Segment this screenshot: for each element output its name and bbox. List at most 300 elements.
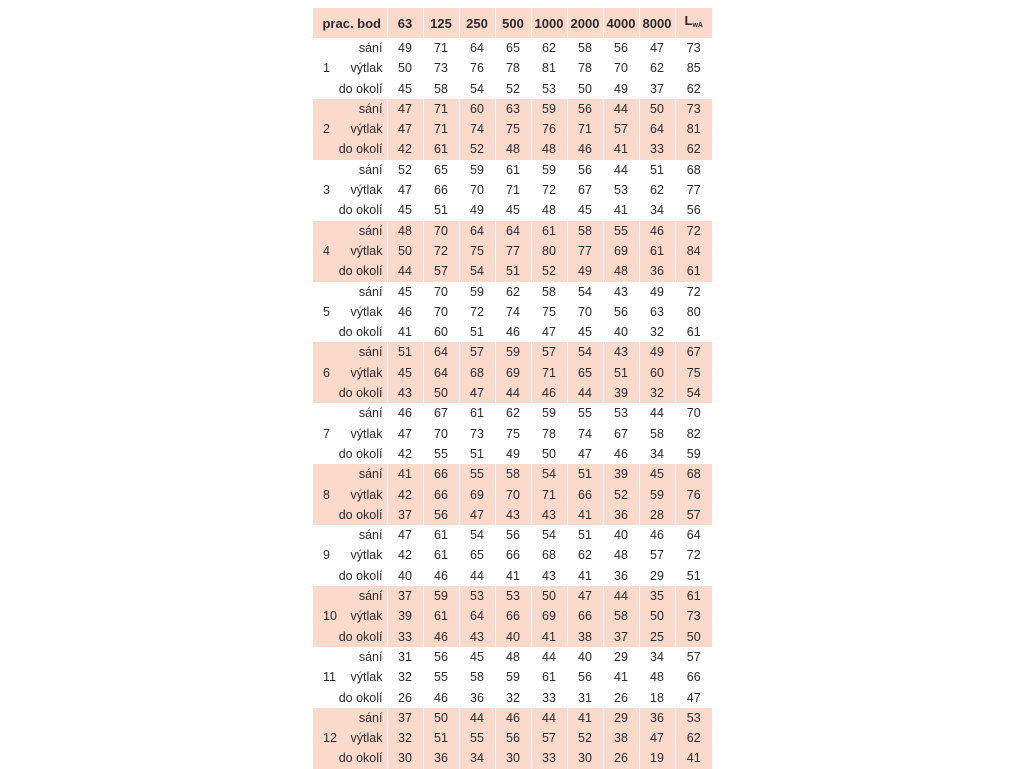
band-value-cell: 56 (603, 38, 639, 58)
lwa-value-cell: 66 (675, 667, 712, 687)
band-value-cell: 43 (531, 566, 567, 586)
lwa-value-cell: 72 (675, 221, 712, 241)
band-value-cell: 30 (495, 748, 531, 768)
row-label-cell (313, 79, 387, 99)
row-measurement-label: výtlak (350, 183, 383, 198)
row-measurement-label: výtlak (350, 426, 383, 441)
band-value-cell: 38 (567, 627, 603, 647)
band-value-cell: 46 (495, 708, 531, 728)
row-label-cell (313, 647, 387, 667)
operating-point-group (313, 99, 712, 160)
band-value-cell: 51 (459, 444, 495, 464)
band-value-cell: 62 (495, 282, 531, 302)
band-value-cell: 55 (459, 728, 495, 748)
band-value-cell: 51 (567, 525, 603, 545)
band-value-cell: 59 (531, 403, 567, 423)
band-value-cell: 48 (531, 200, 567, 220)
band-value-cell: 45 (387, 79, 423, 99)
band-value-cell: 26 (387, 688, 423, 708)
lwa-value-cell: 73 (675, 606, 712, 626)
band-value-cell: 47 (387, 424, 423, 444)
band-value-cell: 18 (639, 688, 675, 708)
lwa-value-cell: 84 (675, 241, 712, 261)
band-value-cell: 54 (459, 79, 495, 99)
operating-point-number: 12 (323, 731, 337, 746)
band-value-cell: 49 (495, 444, 531, 464)
band-value-cell: 61 (531, 221, 567, 241)
band-value-cell: 68 (531, 545, 567, 565)
row-label-cell (313, 160, 387, 180)
band-value-cell: 74 (495, 302, 531, 322)
band-value-cell: 65 (567, 363, 603, 383)
row-measurement-label: do okolí (338, 386, 383, 401)
operating-point-number: 3 (323, 183, 330, 198)
band-value-cell: 57 (423, 261, 459, 281)
table-row (313, 282, 712, 302)
row-label-cell (313, 221, 387, 241)
band-value-cell: 64 (423, 342, 459, 362)
band-value-cell: 75 (459, 241, 495, 261)
band-value-cell: 30 (567, 748, 603, 768)
table-row (313, 79, 712, 99)
table-row (313, 342, 712, 362)
band-value-cell: 57 (603, 119, 639, 139)
row-measurement-label: výtlak (350, 122, 383, 137)
lwa-value-cell: 68 (675, 464, 712, 484)
band-value-cell: 53 (495, 586, 531, 606)
band-value-cell: 69 (459, 485, 495, 505)
band-value-cell: 69 (603, 241, 639, 261)
band-value-cell: 54 (459, 261, 495, 281)
lwa-value-cell: 61 (675, 261, 712, 281)
lwa-value-cell: 73 (675, 99, 712, 119)
band-value-cell: 45 (567, 200, 603, 220)
band-value-cell: 29 (639, 566, 675, 586)
band-value-cell: 58 (423, 79, 459, 99)
band-value-cell: 70 (423, 302, 459, 322)
band-value-cell: 37 (603, 627, 639, 647)
row-measurement-label: výtlak (350, 61, 383, 76)
table-row (313, 566, 712, 586)
table-row (313, 525, 712, 545)
row-label-cell (313, 261, 387, 281)
table-row (313, 383, 712, 403)
band-value-cell: 46 (603, 444, 639, 464)
table-row (313, 38, 712, 58)
header-band-8000: 8000 (639, 8, 675, 38)
header-operating-point: prac. bod (313, 8, 387, 38)
band-value-cell: 19 (639, 748, 675, 768)
row-label-cell (313, 728, 387, 748)
band-value-cell: 65 (495, 38, 531, 58)
band-value-cell: 51 (387, 342, 423, 362)
band-value-cell: 44 (531, 708, 567, 728)
row-measurement-label: výtlak (350, 548, 383, 563)
band-value-cell: 57 (459, 342, 495, 362)
band-value-cell: 71 (423, 99, 459, 119)
operating-point-group (313, 464, 712, 525)
band-value-cell: 61 (495, 160, 531, 180)
band-value-cell: 47 (567, 586, 603, 606)
table-row (313, 708, 712, 728)
band-value-cell: 34 (639, 200, 675, 220)
band-value-cell: 64 (459, 221, 495, 241)
band-value-cell: 37 (387, 505, 423, 525)
operating-point-group (313, 403, 712, 464)
header-band-250: 250 (459, 8, 495, 38)
band-value-cell: 64 (495, 221, 531, 241)
operating-point-number: 8 (323, 487, 330, 502)
band-value-cell: 64 (423, 363, 459, 383)
lwa-value-cell: 85 (675, 58, 712, 78)
row-label-cell (313, 139, 387, 159)
band-value-cell: 52 (387, 160, 423, 180)
band-value-cell: 56 (495, 525, 531, 545)
header-row (313, 8, 712, 38)
header-lwa-main: L (684, 13, 693, 28)
band-value-cell: 44 (459, 566, 495, 586)
band-value-cell: 44 (603, 586, 639, 606)
band-value-cell: 66 (567, 485, 603, 505)
band-value-cell: 25 (639, 627, 675, 647)
band-value-cell: 70 (423, 424, 459, 444)
lwa-value-cell: 62 (675, 139, 712, 159)
band-value-cell: 44 (603, 99, 639, 119)
operating-point-group (313, 342, 712, 403)
band-value-cell: 62 (639, 180, 675, 200)
band-value-cell: 46 (387, 403, 423, 423)
band-value-cell: 32 (639, 383, 675, 403)
band-value-cell: 70 (423, 221, 459, 241)
band-value-cell: 51 (459, 322, 495, 342)
band-value-cell: 26 (603, 748, 639, 768)
band-value-cell: 56 (567, 667, 603, 687)
band-value-cell: 47 (567, 444, 603, 464)
table-row (313, 545, 712, 565)
row-label-cell (313, 444, 387, 464)
band-value-cell: 36 (423, 748, 459, 768)
band-value-cell: 33 (531, 688, 567, 708)
band-value-cell: 71 (567, 119, 603, 139)
row-measurement-label: do okolí (338, 690, 383, 705)
band-value-cell: 62 (639, 58, 675, 78)
lwa-value-cell: 47 (675, 688, 712, 708)
band-value-cell: 39 (603, 464, 639, 484)
band-value-cell: 50 (423, 708, 459, 728)
band-value-cell: 39 (603, 383, 639, 403)
band-value-cell: 46 (639, 221, 675, 241)
band-value-cell: 55 (567, 403, 603, 423)
row-label-cell (313, 748, 387, 768)
band-value-cell: 64 (459, 38, 495, 58)
band-value-cell: 61 (639, 241, 675, 261)
band-value-cell: 67 (603, 424, 639, 444)
header-lwa-subscript: wA (692, 22, 703, 29)
band-value-cell: 33 (531, 748, 567, 768)
band-value-cell: 72 (531, 180, 567, 200)
band-value-cell: 41 (603, 667, 639, 687)
band-value-cell: 40 (495, 627, 531, 647)
lwa-value-cell: 67 (675, 342, 712, 362)
operating-point-number: 2 (323, 122, 330, 137)
lwa-value-cell: 56 (675, 200, 712, 220)
band-value-cell: 55 (423, 444, 459, 464)
lwa-value-cell: 57 (675, 505, 712, 525)
lwa-value-cell: 80 (675, 302, 712, 322)
band-value-cell: 46 (531, 383, 567, 403)
band-value-cell: 76 (531, 119, 567, 139)
row-label-cell (313, 485, 387, 505)
lwa-value-cell: 76 (675, 485, 712, 505)
operating-point-group (313, 708, 712, 769)
band-value-cell: 43 (531, 505, 567, 525)
band-value-cell: 52 (531, 261, 567, 281)
band-value-cell: 56 (603, 302, 639, 322)
band-value-cell: 31 (567, 688, 603, 708)
band-value-cell: 42 (387, 444, 423, 464)
band-value-cell: 59 (459, 282, 495, 302)
band-value-cell: 49 (387, 38, 423, 58)
row-measurement-label: do okolí (338, 568, 383, 583)
band-value-cell: 43 (603, 282, 639, 302)
table-row (313, 688, 712, 708)
band-value-cell: 64 (639, 119, 675, 139)
band-value-cell: 44 (603, 160, 639, 180)
row-label-cell (313, 322, 387, 342)
band-value-cell: 36 (459, 688, 495, 708)
band-value-cell: 44 (387, 261, 423, 281)
band-value-cell: 43 (459, 627, 495, 647)
band-value-cell: 61 (423, 606, 459, 626)
table-row (313, 99, 712, 119)
band-value-cell: 47 (387, 119, 423, 139)
band-value-cell: 64 (459, 606, 495, 626)
lwa-value-cell: 73 (675, 38, 712, 58)
band-value-cell: 50 (531, 444, 567, 464)
operating-point-number: 5 (323, 304, 330, 319)
band-value-cell: 56 (567, 99, 603, 119)
row-label-cell (313, 667, 387, 687)
table-row (313, 403, 712, 423)
table-row (313, 627, 712, 647)
band-value-cell: 69 (495, 363, 531, 383)
lwa-value-cell: 59 (675, 444, 712, 464)
band-value-cell: 40 (567, 647, 603, 667)
band-value-cell: 56 (423, 505, 459, 525)
band-value-cell: 44 (567, 383, 603, 403)
band-value-cell: 78 (567, 58, 603, 78)
header-band-125: 125 (423, 8, 459, 38)
band-value-cell: 71 (423, 119, 459, 139)
row-measurement-label: výtlak (350, 487, 383, 502)
band-value-cell: 69 (531, 606, 567, 626)
band-value-cell: 78 (531, 424, 567, 444)
band-value-cell: 29 (603, 708, 639, 728)
lwa-value-cell: 62 (675, 728, 712, 748)
row-measurement-label: sání (358, 162, 383, 177)
band-value-cell: 47 (531, 322, 567, 342)
band-value-cell: 40 (603, 525, 639, 545)
band-value-cell: 49 (639, 282, 675, 302)
band-value-cell: 60 (423, 322, 459, 342)
table-row (313, 424, 712, 444)
band-value-cell: 63 (495, 99, 531, 119)
row-label-cell (313, 627, 387, 647)
table-row (313, 444, 712, 464)
row-label-cell (313, 688, 387, 708)
band-value-cell: 53 (459, 586, 495, 606)
band-value-cell: 66 (495, 606, 531, 626)
band-value-cell: 49 (567, 261, 603, 281)
band-value-cell: 81 (531, 58, 567, 78)
band-value-cell: 74 (567, 424, 603, 444)
lwa-value-cell: 70 (675, 403, 712, 423)
band-value-cell: 63 (639, 302, 675, 322)
band-value-cell: 59 (531, 160, 567, 180)
operating-point-number: 4 (323, 243, 330, 258)
band-value-cell: 51 (567, 464, 603, 484)
band-value-cell: 65 (459, 545, 495, 565)
band-value-cell: 49 (459, 200, 495, 220)
row-measurement-label: výtlak (350, 670, 383, 685)
band-value-cell: 32 (387, 667, 423, 687)
band-value-cell: 78 (495, 58, 531, 78)
band-value-cell: 61 (423, 139, 459, 159)
row-label-cell (313, 119, 387, 139)
operating-point-group (313, 38, 712, 99)
band-value-cell: 71 (423, 38, 459, 58)
band-value-cell: 55 (459, 464, 495, 484)
lwa-value-cell: 72 (675, 545, 712, 565)
band-value-cell: 50 (423, 383, 459, 403)
band-value-cell: 70 (459, 180, 495, 200)
band-value-cell: 41 (495, 566, 531, 586)
row-label-cell (313, 363, 387, 383)
lwa-value-cell: 64 (675, 525, 712, 545)
band-value-cell: 55 (603, 221, 639, 241)
table-row (313, 221, 712, 241)
band-value-cell: 44 (495, 383, 531, 403)
band-value-cell: 46 (639, 525, 675, 545)
band-value-cell: 71 (531, 363, 567, 383)
operating-point-group (313, 586, 712, 647)
band-value-cell: 62 (495, 403, 531, 423)
lwa-value-cell: 51 (675, 566, 712, 586)
band-value-cell: 51 (423, 728, 459, 748)
header-band-2000: 2000 (567, 8, 603, 38)
lwa-value-cell: 57 (675, 647, 712, 667)
band-value-cell: 38 (603, 728, 639, 748)
row-label-cell (313, 38, 387, 58)
row-measurement-label: do okolí (338, 629, 383, 644)
table-row (313, 505, 712, 525)
operating-point-number: 10 (323, 609, 337, 624)
band-value-cell: 70 (603, 58, 639, 78)
table-row (313, 119, 712, 139)
band-value-cell: 55 (423, 667, 459, 687)
band-value-cell: 28 (639, 505, 675, 525)
band-value-cell: 29 (603, 647, 639, 667)
row-label-cell (313, 545, 387, 565)
band-value-cell: 56 (423, 647, 459, 667)
band-value-cell: 76 (459, 58, 495, 78)
band-value-cell: 36 (603, 505, 639, 525)
table-row (313, 302, 712, 322)
band-value-cell: 43 (603, 342, 639, 362)
band-value-cell: 44 (459, 708, 495, 728)
band-value-cell: 58 (603, 606, 639, 626)
band-value-cell: 49 (639, 342, 675, 362)
lwa-value-cell: 81 (675, 119, 712, 139)
header-band-500: 500 (495, 8, 531, 38)
table-row (313, 58, 712, 78)
row-label-cell (313, 58, 387, 78)
band-value-cell: 48 (387, 221, 423, 241)
row-measurement-label: do okolí (338, 507, 383, 522)
row-label-cell (313, 180, 387, 200)
header-band-4000: 4000 (603, 8, 639, 38)
band-value-cell: 62 (567, 545, 603, 565)
row-measurement-label: do okolí (338, 751, 383, 766)
band-value-cell: 70 (495, 485, 531, 505)
row-measurement-label: do okolí (338, 203, 383, 218)
row-label-cell (313, 586, 387, 606)
row-label-cell (313, 525, 387, 545)
band-value-cell: 47 (459, 505, 495, 525)
band-value-cell: 56 (567, 160, 603, 180)
operating-point-group (313, 647, 712, 708)
band-value-cell: 75 (495, 119, 531, 139)
table-row (313, 464, 712, 484)
band-value-cell: 44 (639, 403, 675, 423)
band-value-cell: 35 (639, 586, 675, 606)
table-header (313, 8, 712, 38)
band-value-cell: 75 (531, 302, 567, 322)
band-value-cell: 33 (387, 627, 423, 647)
band-value-cell: 59 (459, 160, 495, 180)
band-value-cell: 53 (603, 403, 639, 423)
sound-power-table (313, 8, 712, 769)
lwa-value-cell: 54 (675, 383, 712, 403)
band-value-cell: 47 (387, 99, 423, 119)
band-value-cell: 37 (387, 586, 423, 606)
lwa-value-cell: 61 (675, 322, 712, 342)
band-value-cell: 54 (459, 525, 495, 545)
lwa-value-cell: 50 (675, 627, 712, 647)
band-value-cell: 47 (459, 383, 495, 403)
band-value-cell: 43 (495, 505, 531, 525)
row-measurement-label: do okolí (338, 325, 383, 340)
operating-point-group (313, 525, 712, 586)
band-value-cell: 40 (387, 566, 423, 586)
band-value-cell: 58 (567, 38, 603, 58)
row-measurement-label: do okolí (338, 446, 383, 461)
band-value-cell: 58 (459, 667, 495, 687)
row-measurement-label: sání (358, 528, 383, 543)
lwa-value-cell: 75 (675, 363, 712, 383)
operating-point-group (313, 160, 712, 221)
band-value-cell: 40 (603, 322, 639, 342)
row-label-cell (313, 505, 387, 525)
band-value-cell: 59 (423, 586, 459, 606)
band-value-cell: 50 (639, 99, 675, 119)
band-value-cell: 46 (423, 688, 459, 708)
header-band-63: 63 (387, 8, 423, 38)
row-label-cell (313, 99, 387, 119)
band-value-cell: 66 (423, 180, 459, 200)
lwa-value-cell: 68 (675, 160, 712, 180)
band-value-cell: 65 (423, 160, 459, 180)
